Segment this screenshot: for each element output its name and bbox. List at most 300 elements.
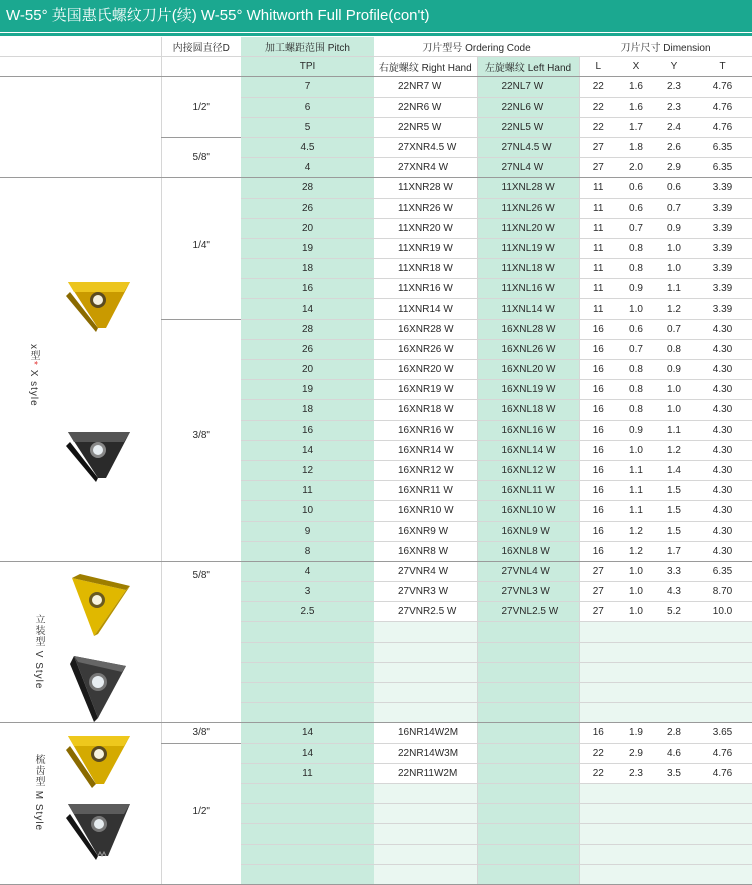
- bore-size: 3/8": [161, 319, 241, 561]
- right-hand-code: [374, 804, 477, 824]
- tpi-cell: [241, 864, 374, 884]
- dim-T: 3.39: [693, 218, 752, 238]
- x-style-gold-insert-image: [62, 278, 136, 334]
- dim-T: 3.39: [693, 279, 752, 299]
- dim-Y: 2.4: [655, 117, 693, 137]
- left-hand-code: 27NL4 W: [477, 158, 579, 178]
- dim-Y: 2.9: [655, 158, 693, 178]
- tpi-cell: 16: [241, 420, 374, 440]
- dim-Y: 0.7: [655, 319, 693, 339]
- ordering-cn: 刀片型号: [422, 43, 463, 55]
- dim-L: 11: [579, 279, 617, 299]
- dim-X: [617, 622, 655, 642]
- right-hand-code: [374, 844, 477, 864]
- right-hand-code: 16XNR14 W: [374, 440, 477, 460]
- dim-T: 8.70: [693, 582, 752, 602]
- dim-Y: [655, 642, 693, 662]
- right-hand-code: 27VNR2.5 W: [374, 602, 477, 622]
- dim-Y: 0.8: [655, 339, 693, 359]
- right-hand-code: 11XNR19 W: [374, 238, 477, 258]
- tpi-cell: 3: [241, 582, 374, 602]
- dim-Y: 4.3: [655, 582, 693, 602]
- left-hand-code: 22NL5 W: [477, 117, 579, 137]
- dim-X: 2.0: [617, 158, 655, 178]
- dim-L: 11: [579, 198, 617, 218]
- dim-T: 3.39: [693, 238, 752, 258]
- left-hand-code: 16XNL20 W: [477, 360, 579, 380]
- dim-X: 0.8: [617, 360, 655, 380]
- dim-X: 1.7: [617, 117, 655, 137]
- dim-T: 4.76: [693, 117, 752, 137]
- dim-T: [693, 824, 752, 844]
- dim-Y: 1.2: [655, 440, 693, 460]
- dim-X: 2.3: [617, 763, 655, 783]
- right-hand-code: 11XNR28 W: [374, 178, 477, 198]
- tpi-cell: 2.5: [241, 602, 374, 622]
- right-hand-code: 22NR5 W: [374, 117, 477, 137]
- dim-T: 3.39: [693, 259, 752, 279]
- dim-T: 4.30: [693, 339, 752, 359]
- dim-T: 4.30: [693, 481, 752, 501]
- right-hand-code: 16XNR8 W: [374, 541, 477, 561]
- dim-L: [579, 683, 617, 703]
- tpi-cell: [241, 804, 374, 824]
- dim-Y: [655, 864, 693, 884]
- right-hand-code: 11XNR18 W: [374, 259, 477, 279]
- dim-Y: 0.6: [655, 178, 693, 198]
- dim-X: 1.0: [617, 561, 655, 581]
- dim-T: [693, 622, 752, 642]
- dim-L: 16: [579, 440, 617, 460]
- left-hand-code: 22NL6 W: [477, 97, 579, 117]
- dim-L: 11: [579, 218, 617, 238]
- right-hand-code: 16XNR20 W: [374, 360, 477, 380]
- tpi-cell: 20: [241, 218, 374, 238]
- left-hand-code: 16XNL14 W: [477, 440, 579, 460]
- dim-X: [617, 804, 655, 824]
- dim-T: 4.30: [693, 501, 752, 521]
- left-hand-code: [477, 763, 579, 783]
- dim-L: 27: [579, 602, 617, 622]
- dim-L: 16: [579, 460, 617, 480]
- dim-L: 16: [579, 400, 617, 420]
- left-hand-code: 16XNL19 W: [477, 380, 579, 400]
- bore-size: 5/8": [161, 137, 241, 177]
- dim-Y: 2.3: [655, 97, 693, 117]
- bore-size: 1/2": [161, 743, 241, 884]
- tpi-cell: 10: [241, 501, 374, 521]
- dim-Y: 5.2: [655, 602, 693, 622]
- dim-X: 0.8: [617, 238, 655, 258]
- dim-Y: 1.0: [655, 400, 693, 420]
- tpi-cell: 19: [241, 380, 374, 400]
- left-hand-code: 16XNL12 W: [477, 460, 579, 480]
- tpi-cell: 26: [241, 339, 374, 359]
- right-hand-code: 22NR11W2M: [374, 763, 477, 783]
- bore-size: 1/2": [161, 77, 241, 138]
- dim-X: 1.6: [617, 97, 655, 117]
- header-row-1: [0, 37, 752, 57]
- m-style-gold-insert-image: [62, 732, 134, 790]
- dim-T: 10.0: [693, 602, 752, 622]
- dim-L: 22: [579, 97, 617, 117]
- header-row-2: [0, 57, 752, 77]
- dim-T: [693, 683, 752, 703]
- dim-Y: 1.2: [655, 299, 693, 319]
- tpi-cell: [241, 642, 374, 662]
- tpi-cell: 4: [241, 561, 374, 581]
- right-hand-code: 27XNR4.5 W: [374, 137, 477, 157]
- dim-X: 0.9: [617, 279, 655, 299]
- dim-X: 1.2: [617, 541, 655, 561]
- dim-X: 0.6: [617, 178, 655, 198]
- dim-T: [693, 844, 752, 864]
- right-cn: 右旋螺纹: [378, 63, 419, 75]
- right-hand-code: [374, 783, 477, 803]
- dim-Y: 3.3: [655, 561, 693, 581]
- left-hand-code: 16XNL26 W: [477, 339, 579, 359]
- tpi-cell: 6: [241, 97, 374, 117]
- right-hand-code: 16XNR12 W: [374, 460, 477, 480]
- right-en: Right Hand: [421, 63, 472, 75]
- right-hand-code: [374, 642, 477, 662]
- dim-L: 22: [579, 743, 617, 763]
- left-hand-code: 27VNL2.5 W: [477, 602, 579, 622]
- tpi-cell: 7: [241, 77, 374, 97]
- left-hand-code: [477, 783, 579, 803]
- dim-X: 1.6: [617, 77, 655, 97]
- left-hand-code: 11XNL19 W: [477, 238, 579, 258]
- dim-L: 27: [579, 582, 617, 602]
- bore-size: 3/8": [161, 723, 241, 743]
- bore-size: 5/8": [161, 561, 241, 723]
- dim-L: [579, 642, 617, 662]
- dim-L: [579, 824, 617, 844]
- dim-L: [579, 662, 617, 682]
- tpi-cell: 4: [241, 158, 374, 178]
- dim-X: 1.1: [617, 501, 655, 521]
- left-hand-code: 11XNL28 W: [477, 178, 579, 198]
- dim-Y: 1.7: [655, 541, 693, 561]
- style-header: [0, 37, 161, 57]
- dim-L: [579, 622, 617, 642]
- tpi-cell: 14: [241, 440, 374, 460]
- right-hand-code: 16XNR9 W: [374, 521, 477, 541]
- x-style-label: x型* X style: [28, 344, 39, 407]
- dim-L: 16: [579, 481, 617, 501]
- dim-L: 11: [579, 299, 617, 319]
- left-hand-code: 16XNL18 W: [477, 400, 579, 420]
- dim-T: 4.30: [693, 460, 752, 480]
- dim-L: 22: [579, 117, 617, 137]
- ordering-header: [374, 37, 579, 57]
- dim-Y: 1.0: [655, 259, 693, 279]
- dim-T: 4.76: [693, 763, 752, 783]
- right-hand-code: 16XNR18 W: [374, 400, 477, 420]
- left-hand-code: [477, 804, 579, 824]
- dim-X: 1.1: [617, 481, 655, 501]
- dim-X: 0.8: [617, 259, 655, 279]
- T-header: T: [693, 57, 752, 77]
- left-hand-code: 11XNL26 W: [477, 198, 579, 218]
- v-style-dark-insert-image: [64, 650, 132, 724]
- dim-T: 4.30: [693, 440, 752, 460]
- dim-T: [693, 662, 752, 682]
- right-hand-code: 16NR14W2M: [374, 723, 477, 743]
- dim-L: 27: [579, 561, 617, 581]
- left-hand-code: [477, 662, 579, 682]
- tpi-cell: 14: [241, 299, 374, 319]
- right-hand-code: 22NR14W3M: [374, 743, 477, 763]
- left-hand-code: [477, 683, 579, 703]
- dim-T: 6.35: [693, 137, 752, 157]
- dim-T: 6.35: [693, 158, 752, 178]
- dim-X: [617, 703, 655, 723]
- right-hand-code: 16XNR10 W: [374, 501, 477, 521]
- dim-L: 11: [579, 259, 617, 279]
- dim-X: 1.1: [617, 460, 655, 480]
- tpi-cell: [241, 703, 374, 723]
- dim-X: [617, 783, 655, 803]
- pitch-en: Pitch: [327, 43, 350, 55]
- tpi-cell: 18: [241, 259, 374, 279]
- right-hand-code: 27VNR3 W: [374, 582, 477, 602]
- left-hand-code: 27VNL3 W: [477, 582, 579, 602]
- dim-Y: [655, 703, 693, 723]
- left-hand-code: 11XNL20 W: [477, 218, 579, 238]
- tpi-cell: 11: [241, 763, 374, 783]
- dim-X: 0.7: [617, 218, 655, 238]
- dim-X: 1.8: [617, 137, 655, 157]
- dim-L: 16: [579, 541, 617, 561]
- dim-L: 16: [579, 420, 617, 440]
- dim-Y: 1.1: [655, 420, 693, 440]
- tpi-cell: [241, 844, 374, 864]
- dim-T: 4.30: [693, 521, 752, 541]
- dim-T: [693, 783, 752, 803]
- right-hand-code: 27VNR4 W: [374, 561, 477, 581]
- left-hand-code: 16XNL9 W: [477, 521, 579, 541]
- dim-L: 16: [579, 723, 617, 743]
- left-hand-code: [477, 723, 579, 743]
- dim-T: 3.65: [693, 723, 752, 743]
- tpi-cell: 19: [241, 238, 374, 258]
- dim-Y: [655, 844, 693, 864]
- right-hand-code: 27XNR4 W: [374, 158, 477, 178]
- page-title: W-55° 英国惠氏螺纹刀片(续) W-55° Whitworth Full Profile(con't): [0, 0, 752, 32]
- dim-en: Dimension: [663, 43, 711, 55]
- dim-T: 4.76: [693, 97, 752, 117]
- right-hand-code: 16XNR26 W: [374, 339, 477, 359]
- right-hand-code: 16XNR16 W: [374, 420, 477, 440]
- dim-Y: [655, 662, 693, 682]
- dim-T: 4.30: [693, 420, 752, 440]
- right-hand-code: 11XNR26 W: [374, 198, 477, 218]
- right-hand-code: [374, 864, 477, 884]
- tpi-cell: 11: [241, 481, 374, 501]
- dim-Y: 0.9: [655, 360, 693, 380]
- dim-Y: 2.6: [655, 137, 693, 157]
- dim-Y: 3.5: [655, 763, 693, 783]
- v-style-label: 立装型 V Style: [33, 614, 44, 690]
- right-hand-code: [374, 622, 477, 642]
- tpi-header: TPI: [241, 57, 374, 77]
- left-hand-code: 16XNL16 W: [477, 420, 579, 440]
- dim-L: 16: [579, 380, 617, 400]
- tpi-cell: 5: [241, 117, 374, 137]
- dim-Y: 2.8: [655, 723, 693, 743]
- dim-Y: 1.4: [655, 460, 693, 480]
- left-hand-code: 16XNL8 W: [477, 541, 579, 561]
- dim-Y: 1.5: [655, 521, 693, 541]
- tpi-cell: 14: [241, 723, 374, 743]
- dim-L: 22: [579, 763, 617, 783]
- bore-header: 内接圆直径D: [161, 37, 241, 57]
- right-hand-code: 11XNR16 W: [374, 279, 477, 299]
- style-cell: [0, 178, 161, 562]
- dim-cn: 刀片尺寸: [620, 43, 661, 55]
- m-style-label: 梳齿型 M Style: [33, 754, 44, 832]
- dim-T: 4.76: [693, 77, 752, 97]
- left-hand-code: 11XNL18 W: [477, 259, 579, 279]
- dim-X: 0.7: [617, 339, 655, 359]
- right-hand-code: [374, 703, 477, 723]
- dim-L: 22: [579, 77, 617, 97]
- tpi-cell: 18: [241, 400, 374, 420]
- tpi-cell: [241, 783, 374, 803]
- right-hand-code: [374, 662, 477, 682]
- dim-X: 1.9: [617, 723, 655, 743]
- left-cn: 左旋螺纹: [484, 63, 525, 75]
- left-hand-code: [477, 743, 579, 763]
- dim-Y: [655, 824, 693, 844]
- left-hand-code: 11XNL14 W: [477, 299, 579, 319]
- dim-Y: [655, 804, 693, 824]
- dim-T: [693, 804, 752, 824]
- dim-L: 27: [579, 137, 617, 157]
- dim-X: [617, 683, 655, 703]
- bore-size: 1/4": [161, 178, 241, 319]
- dim-X: 1.2: [617, 521, 655, 541]
- dim-X: 1.0: [617, 299, 655, 319]
- dim-Y: 2.3: [655, 77, 693, 97]
- right-hand-code: 11XNR20 W: [374, 218, 477, 238]
- pitch-header: [241, 37, 374, 57]
- L-header: L: [579, 57, 617, 77]
- dim-X: 0.9: [617, 420, 655, 440]
- tpi-cell: 14: [241, 743, 374, 763]
- tpi-cell: 4.5: [241, 137, 374, 157]
- dim-T: [693, 703, 752, 723]
- dim-L: [579, 844, 617, 864]
- left-en: Left Hand: [527, 63, 572, 75]
- dim-T: [693, 642, 752, 662]
- right-hand-code: [374, 683, 477, 703]
- left-hand-code: [477, 622, 579, 642]
- dim-Y: 1.5: [655, 501, 693, 521]
- tpi-cell: 28: [241, 319, 374, 339]
- left-hand-code: 16XNL10 W: [477, 501, 579, 521]
- x-style-dark-insert-image: [62, 428, 136, 484]
- right-hand-code: 22NR7 W: [374, 77, 477, 97]
- right-hand-code: 11XNR14 W: [374, 299, 477, 319]
- dim-T: 3.39: [693, 299, 752, 319]
- v-style-gold-insert-image: [64, 570, 132, 642]
- dim-L: 11: [579, 238, 617, 258]
- dim-X: 0.6: [617, 198, 655, 218]
- dim-Y: 0.7: [655, 198, 693, 218]
- dim-X: [617, 824, 655, 844]
- dim-Y: 1.0: [655, 380, 693, 400]
- dim-Y: 0.9: [655, 218, 693, 238]
- tpi-cell: 20: [241, 360, 374, 380]
- dim-X: 0.6: [617, 319, 655, 339]
- dim-T: 6.35: [693, 561, 752, 581]
- tpi-cell: [241, 622, 374, 642]
- dim-L: 16: [579, 501, 617, 521]
- dim-T: 4.30: [693, 380, 752, 400]
- left-hand-code: 22NL7 W: [477, 77, 579, 97]
- dimension-header: [579, 37, 752, 57]
- dim-Y: [655, 683, 693, 703]
- dim-T: 4.30: [693, 541, 752, 561]
- m-style-dark-insert-image: [62, 800, 134, 864]
- dim-X: 1.0: [617, 440, 655, 460]
- right-hand-code: 16XNR11 W: [374, 481, 477, 501]
- left-hand-code: 27NL4.5 W: [477, 137, 579, 157]
- dim-T: 3.39: [693, 198, 752, 218]
- dim-Y: [655, 783, 693, 803]
- left-hand-code: 16XNL28 W: [477, 319, 579, 339]
- tpi-cell: 8: [241, 541, 374, 561]
- dim-X: [617, 662, 655, 682]
- dim-L: 16: [579, 521, 617, 541]
- tpi-cell: [241, 683, 374, 703]
- title-rule: [0, 33, 752, 36]
- table-row: [0, 77, 752, 97]
- dim-X: 2.9: [617, 743, 655, 763]
- dim-X: [617, 844, 655, 864]
- dim-T: 4.76: [693, 743, 752, 763]
- dim-Y: 1.1: [655, 279, 693, 299]
- dim-X: 0.8: [617, 400, 655, 420]
- dim-X: 0.8: [617, 380, 655, 400]
- left-hand-code: 16XNL11 W: [477, 481, 579, 501]
- dim-Y: 1.5: [655, 481, 693, 501]
- right-hand-code: 16XNR28 W: [374, 319, 477, 339]
- dim-X: [617, 864, 655, 884]
- tpi-cell: 26: [241, 198, 374, 218]
- tpi-cell: 9: [241, 521, 374, 541]
- left-hand-code: [477, 824, 579, 844]
- right-hand-code: 16XNR19 W: [374, 380, 477, 400]
- dim-T: [693, 864, 752, 884]
- dim-L: [579, 703, 617, 723]
- dim-T: 4.30: [693, 319, 752, 339]
- right-hand-header: [374, 57, 477, 77]
- dim-L: 16: [579, 360, 617, 380]
- dim-T: 3.39: [693, 178, 752, 198]
- left-hand-header: [477, 57, 579, 77]
- dim-L: 16: [579, 339, 617, 359]
- Y-header: Y: [655, 57, 693, 77]
- tpi-cell: 28: [241, 178, 374, 198]
- table-row: [0, 178, 752, 198]
- left-hand-code: [477, 844, 579, 864]
- dim-L: [579, 783, 617, 803]
- dim-Y: 4.6: [655, 743, 693, 763]
- right-hand-code: 22NR6 W: [374, 97, 477, 117]
